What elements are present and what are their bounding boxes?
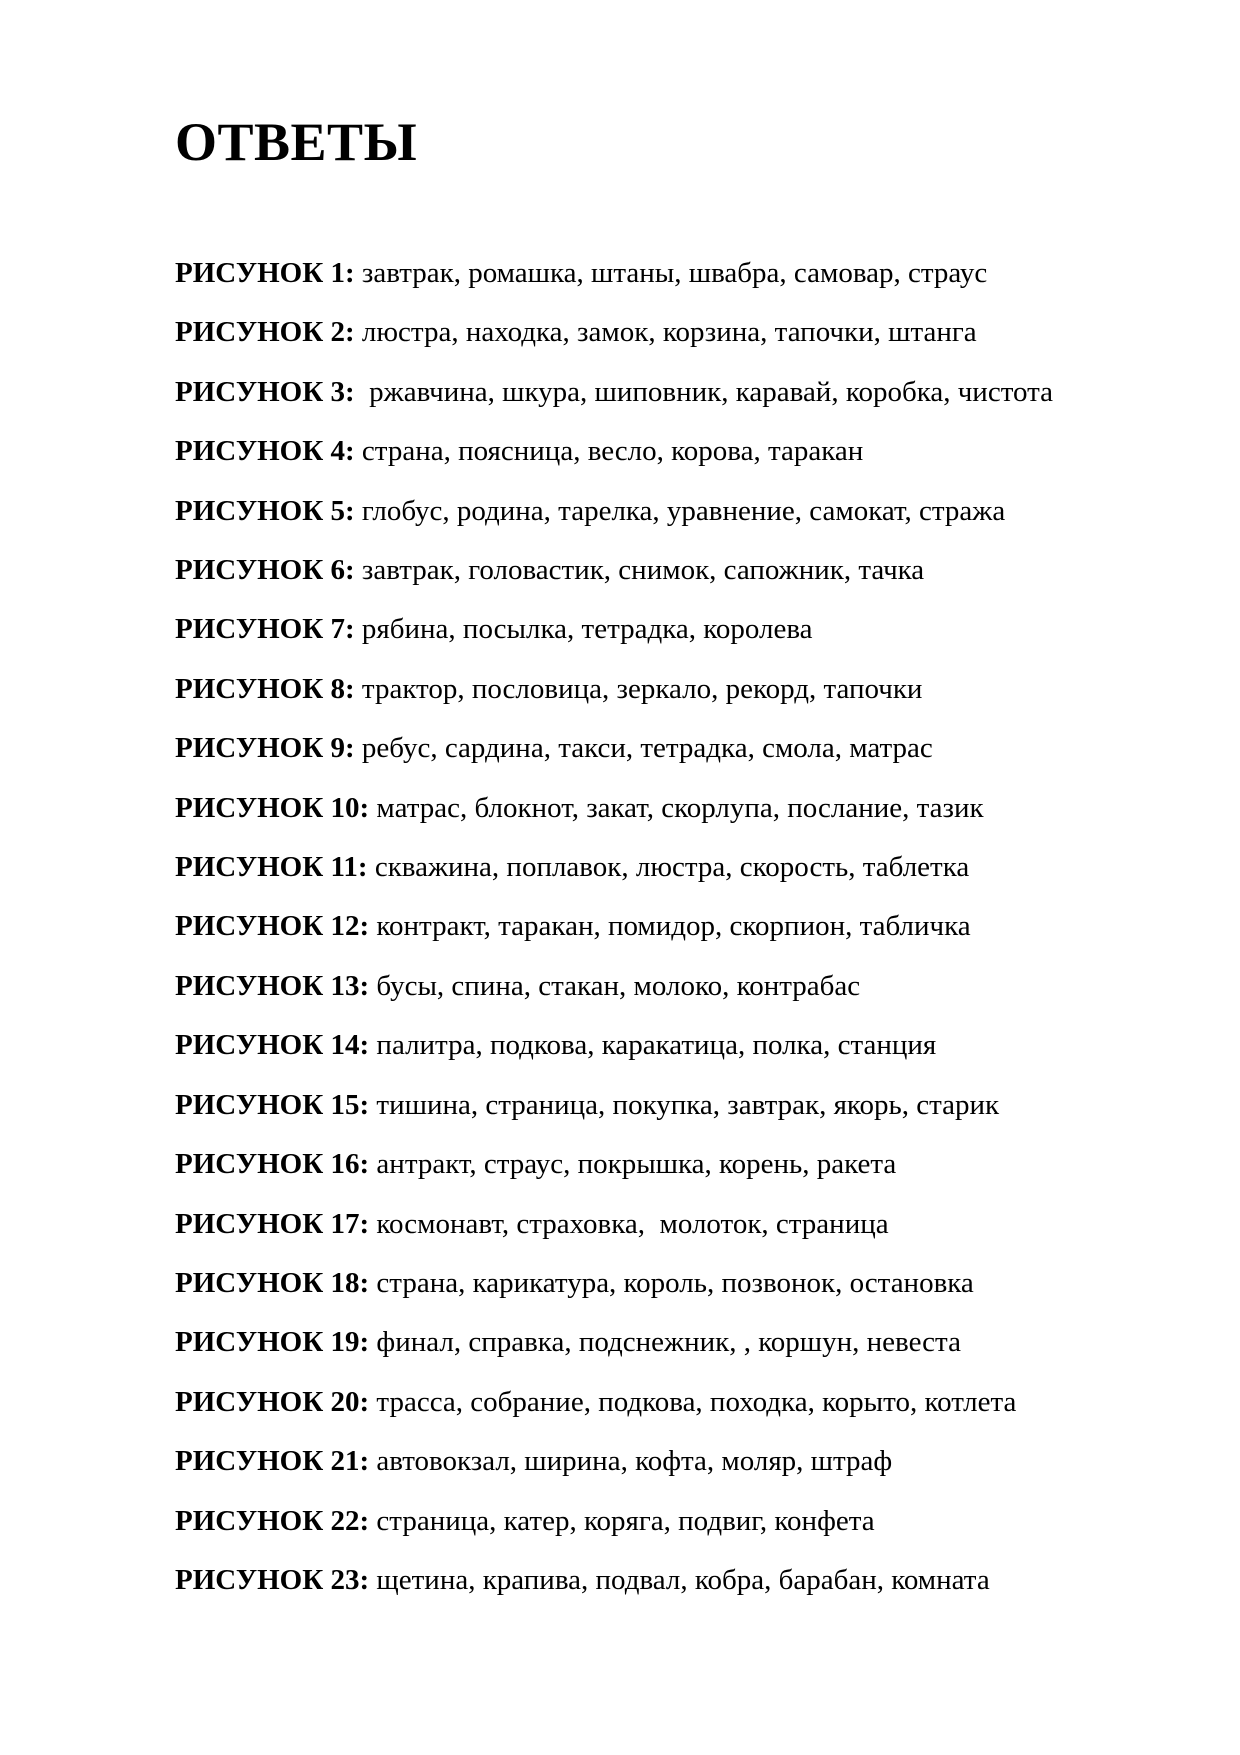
answer-words: матрас, блокнот, закат, скорлупа, послание, тазик bbox=[369, 791, 984, 824]
answer-item bbox=[175, 660, 1175, 719]
answer-words: антракт, страус, покрышка, корень, ракета bbox=[369, 1148, 897, 1181]
answer-words: щетина, крапива, подвал, кобра, барабан, комната bbox=[369, 1563, 990, 1596]
answer-words: страница, катер, коряга, подвиг, конфета bbox=[369, 1504, 875, 1537]
answer-item bbox=[175, 1016, 1175, 1075]
answer-item bbox=[175, 363, 1175, 422]
answer-item bbox=[175, 1254, 1175, 1313]
answer-words: палитра, подкова, каракатица, полка, станция bbox=[369, 1029, 937, 1062]
answer-words: страна, карикатура, король, позвонок, остановка bbox=[369, 1266, 974, 1299]
answer-label: РИСУНОК 11: bbox=[175, 851, 368, 884]
answer-item bbox=[175, 244, 1175, 303]
answer-label: РИСУНОК 22: bbox=[175, 1504, 370, 1537]
answer-label: РИСУНОК 19: bbox=[175, 1326, 370, 1359]
answer-item bbox=[175, 719, 1175, 778]
answer-label: РИСУНОК 3: bbox=[175, 375, 355, 408]
answer-words: скважина, поплавок, люстра, скорость, таблетка bbox=[367, 851, 970, 884]
answer-label: РИСУНОК 2: bbox=[175, 316, 355, 349]
answer-label: РИСУНОК 10: bbox=[175, 791, 370, 824]
answer-words: завтрак, ромашка, штаны, швабра, самовар, страус bbox=[354, 257, 988, 289]
answer-words: трасса, собрание, подкова, походка, корыто, котлета bbox=[369, 1385, 1017, 1418]
answer-label: РИСУНОК 4: bbox=[175, 435, 355, 468]
answer-item bbox=[175, 957, 1175, 1016]
answer-words: ржавчина, шкура, шиповник, каравай, коробка, чистота bbox=[354, 375, 1054, 408]
answer-item bbox=[175, 1373, 1175, 1432]
answer-item bbox=[175, 779, 1175, 838]
answer-words: тишина, страница, покупка, завтрак, якорь, старик bbox=[369, 1088, 1000, 1121]
answer-label: РИСУНОК 15: bbox=[175, 1088, 370, 1121]
answer-label: РИСУНОК 17: bbox=[175, 1207, 370, 1240]
answer-label: РИСУНОК 14: bbox=[175, 1029, 370, 1062]
answer-item bbox=[175, 422, 1175, 481]
answer-words: завтрак, головастик, снимок, сапожник, тачка bbox=[354, 554, 925, 587]
answer-words: страна, поясница, весло, корова, таракан bbox=[354, 435, 864, 468]
answer-label: РИСУНОК 16: bbox=[175, 1148, 370, 1181]
answer-words: ребус, сардина, такси, тетрадка, смола, матрас bbox=[354, 732, 933, 765]
answer-label: РИСУНОК 12: bbox=[175, 910, 370, 943]
page-title: ОТВЕТЫ bbox=[175, 112, 418, 172]
answer-item bbox=[175, 303, 1175, 362]
answer-label: РИСУНОК 8: bbox=[175, 672, 355, 705]
answer-item bbox=[175, 1551, 1175, 1610]
answer-item bbox=[175, 1076, 1175, 1135]
answer-words: финал, справка, подснежник, , коршун, невеста bbox=[369, 1326, 961, 1359]
answer-label: РИСУНОК 20: bbox=[175, 1385, 370, 1418]
answer-label: РИСУНОК 6: bbox=[175, 554, 355, 587]
answer-label: РИСУНОК 21: bbox=[175, 1445, 370, 1478]
answer-item bbox=[175, 1135, 1175, 1194]
answer-item bbox=[175, 482, 1175, 541]
answer-item bbox=[175, 838, 1175, 897]
answer-words: бусы, спина, стакан, молоко, контрабас bbox=[369, 969, 861, 1002]
answer-label: РИСУНОК 13: bbox=[175, 969, 370, 1002]
answer-words: космонавт, страховка, молоток, страница bbox=[369, 1207, 889, 1240]
answer-words: трактор, пословица, зеркало, рекорд, тапочки bbox=[354, 672, 923, 705]
answer-words: рябина, посылка, тетрадка, королева bbox=[354, 613, 813, 646]
answer-item bbox=[175, 1432, 1175, 1491]
answer-label: РИСУНОК 23: bbox=[175, 1563, 370, 1596]
answer-item bbox=[175, 1313, 1175, 1372]
answer-words: автовокзал, ширина, кофта, моляр, штраф bbox=[369, 1445, 893, 1478]
answer-item bbox=[175, 541, 1175, 600]
answer-label: РИСУНОК 9: bbox=[175, 732, 355, 765]
answer-label: РИСУНОК 1: bbox=[175, 257, 355, 289]
answers-list bbox=[175, 244, 1175, 1610]
answer-item bbox=[175, 1195, 1175, 1254]
answer-label: РИСУНОК 5: bbox=[175, 494, 355, 527]
answer-words: контракт, таракан, помидор, скорпион, табличка bbox=[369, 910, 971, 943]
answer-label: РИСУНОК 7: bbox=[175, 613, 355, 646]
answer-item bbox=[175, 1492, 1175, 1551]
answer-words: глобус, родина, тарелка, уравнение, самокат, стража bbox=[354, 494, 1006, 527]
answer-item bbox=[175, 897, 1175, 956]
answer-item bbox=[175, 600, 1175, 659]
answer-label: РИСУНОК 18: bbox=[175, 1266, 370, 1299]
answer-words: люстра, находка, замок, корзина, тапочки, штанга bbox=[354, 316, 977, 349]
